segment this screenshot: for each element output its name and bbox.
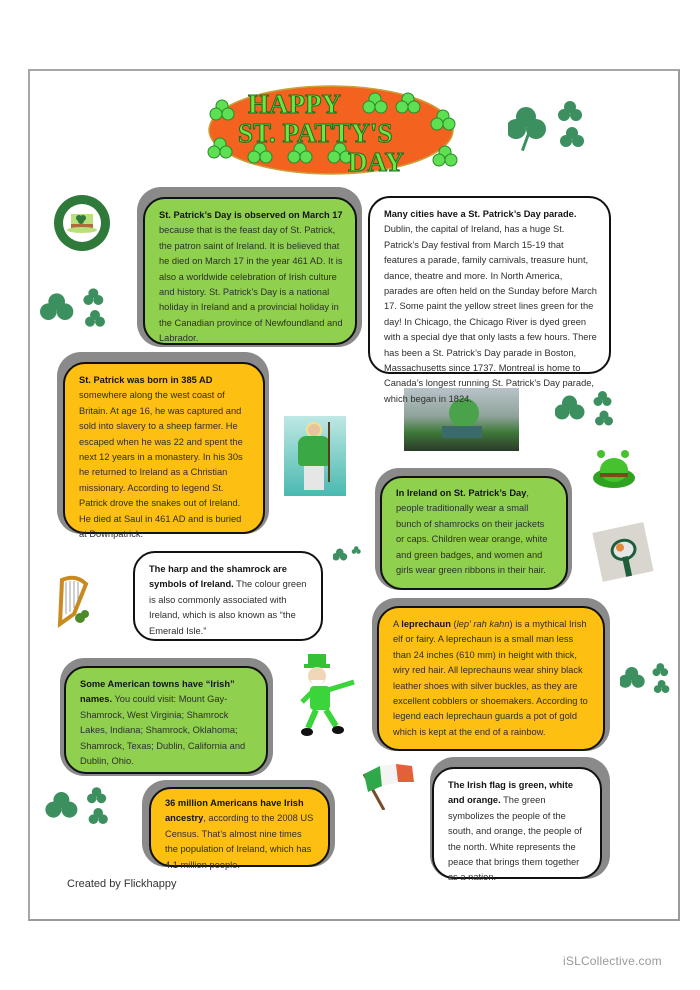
box-text: because that is the feast day of St. Patrick, the patron saint of Ireland. It is believed that he died on March 17 in the year 461 AD. It is also a worldwide celebration of Irish culture and history. St. Patrick’s Day is a national holiday in Ireland and a provincial holiday in the Canadian province of Newfoundland and Labrador. (159, 225, 343, 344)
site-watermark[interactable]: iSLCollective.com (563, 954, 662, 968)
info-box-born-385 (63, 362, 265, 540)
shamrock-cluster-icon (333, 540, 363, 572)
st-patrick-badge-icon (53, 194, 111, 252)
irish-flag-icon (358, 760, 416, 810)
box-heading: 36 million Americans have Irish ancestry (165, 798, 304, 824)
info-box-harp-shamrock (133, 551, 323, 641)
title-line-1: HAPPY (248, 89, 341, 119)
shamrock-cluster-icon (555, 388, 617, 433)
box-text: The colour green is also commonly associated with Ireland, which is also known as “the Emerald Isle.” (149, 579, 307, 636)
box-text: You could visit: Mount Gay-Shamrock, West Virginia; Shamrock Lakes, Indiana; Shamrock, Oklahoma; Shamrock, Texas; Dublin, California and Dublin, Ohio. (80, 694, 246, 767)
box-text: , according to the 2008 US Census. That’s almost nine times the population of Ireland, which has 4.1 million people. (165, 813, 314, 870)
box-text: The green symbolizes the people of the south, and orange, the people of the north. White represents the peace that brings them together as a nation. (448, 795, 582, 883)
st-patrick-saint-image (284, 416, 346, 496)
box-heading: In Ireland on St. Patrick’s Day (396, 488, 527, 498)
title-banner (200, 80, 462, 180)
box-text: somewhere along the west coast of Britain. At age 16, he was captured and sold into slavery to a sheep farmer. He escaped when he was 22 and spent the next 12 years in a monastery. In his 30s he returned to Ireland as a Christian missionary. According to legend St. Patrick drove the snakes out of Ireland. He died at Saul in 461 AD and is buried at Downpatrick. (79, 390, 243, 540)
box-heading: Some American towns have “Irish” names. (80, 679, 235, 705)
green-hat-icon (591, 448, 637, 490)
box-text: Dublin, the capital of Ireland, has a huge St. Patrick’s Day festival from March 15-19 that features a parade, family carnivals, treasure hunt, dance, theatre and more. In North America, parades are often held on the Sunday before March 17. Some paint the yellow street lines green for the day! In Chicago, the Chicago River is dyed green with a special dye that only lasts a few hours. There has been a St. Patrick’s Day parade in Boston, Massachusetts since 1737. Montreal is home to Canada’s longest running St. Patrick’s Day parade, which began in 1824. (384, 224, 597, 404)
box-heading: The Irish flag is green, white and orange. (448, 780, 574, 806)
box-heading: The harp and the shamrock are symbols of Ireland. (149, 564, 287, 590)
leprechaun-icon (298, 652, 362, 738)
box-heading: leprechaun (401, 619, 451, 629)
box-heading: St. Patrick’s Day is observed on March 17 (159, 210, 343, 220)
info-box-march-17 (143, 197, 357, 345)
shamrock-cluster-icon (508, 97, 588, 157)
shamrock-cluster-icon (620, 660, 672, 700)
pronunciation: lep' rah kahn (456, 619, 510, 629)
info-box-irish-ancestry (149, 787, 330, 870)
box-text: is a mythical Irish elf or fairy. A leprechaun is a small man less than 24 inches (610 mm) in height with thick, wiry red hair. All leprechauns wear shiny black leather shoes with silver buckles, as they are excellent cobblers or shoemakers. According to legend each leprechaun guards a pot of gold which is kept at the end of a rainbow. (393, 619, 588, 737)
box-heading: St. Patrick was born in 385 AD (79, 375, 213, 385)
shamrock-cluster-icon (40, 285, 110, 335)
title-line-2: ST. PATTY'S (238, 118, 393, 148)
box-text: , people traditionally wear a small bunch of shamrocks on their jackets or caps. Children wear orange, white and green badges, and women and girls wear green ribbons in their hair. (396, 488, 548, 576)
shamrock-pin-photo (592, 522, 653, 582)
info-box-irish-flag (432, 767, 602, 883)
info-box-leprechaun: A leprechaun (lep' rah kahn) is a mythical Irish elf or fairy. A leprechaun is a small man less than 24 inches (610 mm) in height with thick, wiry red hair. All leprechauns wear shiny black leather shoes with silver buckles, as they are excellent cobblers or shoemakers. According to legend each leprechaun guards a pot of gold which is kept at the end of a rainbow. (377, 606, 605, 751)
shamrock-cluster-icon (45, 784, 113, 832)
info-box-parade (368, 196, 611, 404)
info-box-american-towns (64, 666, 268, 774)
author-credit: Created by Flickhappy (67, 878, 177, 890)
irish-harp-icon (52, 574, 92, 630)
info-box-ireland-traditions (380, 476, 568, 590)
title-line-3: DAY (348, 147, 405, 177)
box-heading: Many cities have a St. Patrick’s Day parade. (384, 209, 577, 219)
